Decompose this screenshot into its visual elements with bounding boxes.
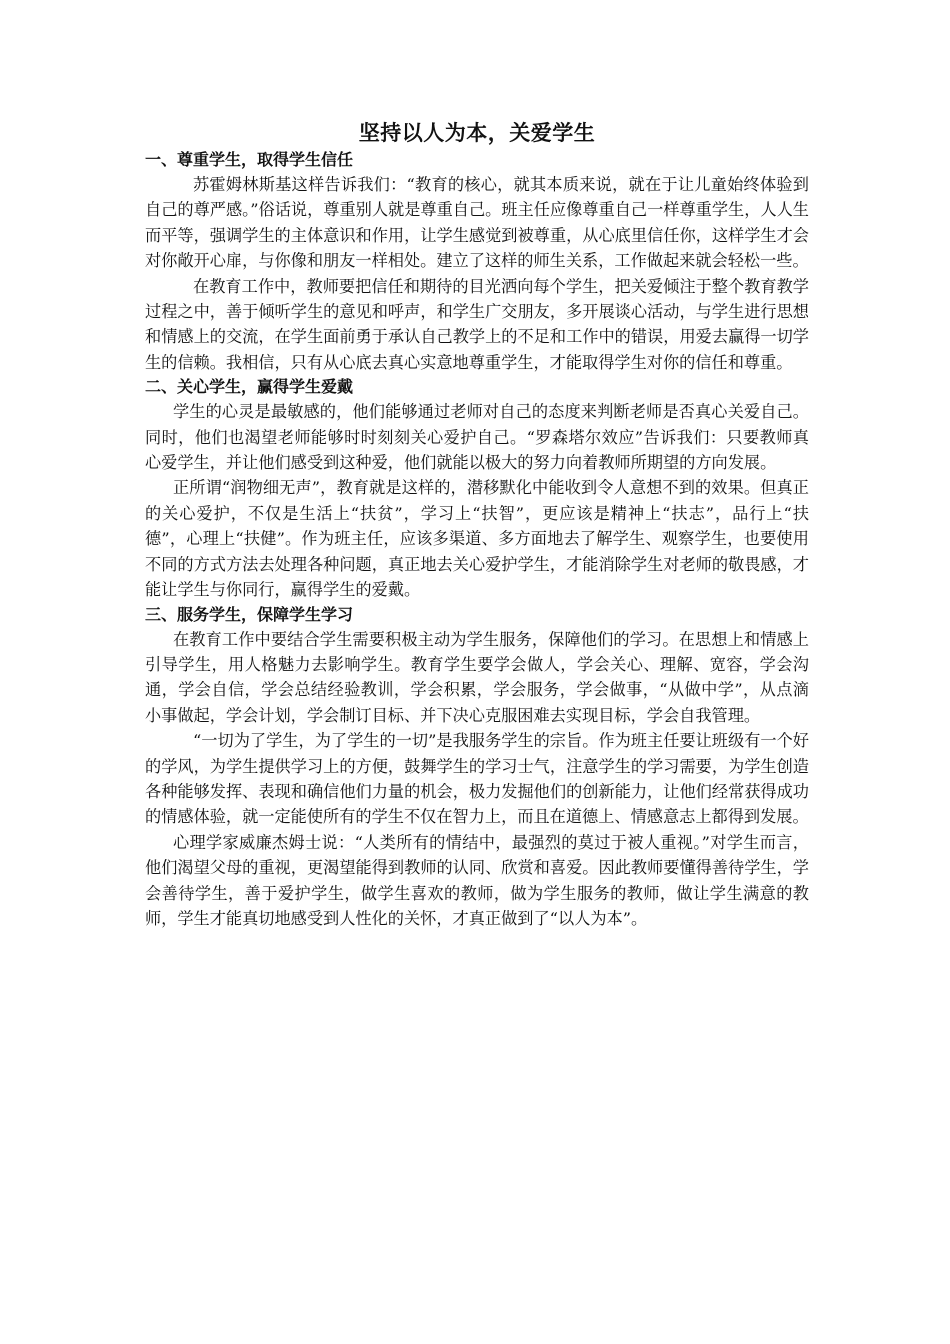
paragraph: 在教育工作中，教师要把信任和期待的目光洒向每个学生，把关爱倾注于整个教育教学过程之中，善于倾听学生的意见和呼声，和学生广交朋友，多开展谈心活动，与学生进行思想和情感上的交流，在学生面前勇于承认自己教学上的不足和工作中的错误，用爱去赢得一切学生的信赖。我相信，只有从心底去真心实意地尊重学生，才能取得学生对你的信任和尊重。 — [145, 276, 809, 372]
paragraph: 苏霍姆林斯基这样告诉我们：“教育的核心，就其本质来说，就在于让儿童始终体验到自己的尊严感。”俗话说，尊重别人就是尊重自己。班主任应像尊重自己一样尊重学生，人人生而平等，强调学生的主体意识和作用，让学生感觉到被尊重，从心底里信任你，这样学生才会对你敞开心扉，与你像和朋友一样相处。建立了这样的师生关系，工作做起来就会轻松一些。 — [145, 175, 809, 271]
paragraph: 学生的心灵是最敏感的，他们能够通过老师对自己的态度来判断老师是否真心关爱自己。同时，他们也渴望老师能够时时刻刻关心爱护自己。“罗森塔尔效应”告诉我们：只要教师真心爱学生，并让他们感受到这种爱，他们就能以极大的努力向着教师所期望的方向发展。 — [145, 402, 809, 473]
document-title: 坚持以人为本，关爱学生 — [358, 121, 596, 145]
paragraph: 在教育工作中要结合学生需要积极主动为学生服务，保障他们的学习。在思想上和情感上引导学生，用人格魅力去影响学生。教育学生要学会做人，学会关心、理解、宽容，学会沟通，学会自信，学会总结经验教训，学会积累，学会服务，学会做事，“从做中学”，从点滴小事做起，学会计划，学会制订目标、并下决心克服困难去实现目标，学会自我管理。 — [145, 629, 809, 725]
section-heading: 三、服务学生，保障学生学习 — [145, 604, 354, 624]
document-page — [145, 118, 809, 931]
section-3 — [145, 603, 809, 932]
section-heading: 一、尊重学生，取得学生信任 — [145, 150, 354, 169]
section-1 — [145, 148, 809, 375]
paragraph: “一切为了学生，为了学生的一切”是我服务学生的宗旨。作为班主任要让班级有一个好的学风，为学生提供学习上的方便，鼓舞学生的学习士气，注意学生的学习需要，为学生创造各种能够发挥、表现和确信他们力量的机会，极力发掘他们的创新能力，让他们经常获得成功的情感体验，就一定能使所有的学生不仅在智力上，而且在道德上、情感意志上都得到发展。 — [145, 731, 809, 827]
paragraph: 心理学家威廉杰姆士说：“人类所有的情结中，最强烈的莫过于被人重视。”对学生而言，他们渴望父母的重视，更渴望能得到教师的认同、欣赏和喜爱。因此教师要懂得善待学生，学会善待学生，善于爱护学生，做学生喜欢的教师，做为学生服务的教师，做让学生满意的教师，学生才能真切地感受到人性化的关怀，才真正做到了“以人为本”。 — [145, 832, 809, 928]
section-heading: 二、关心学生，赢得学生爱戴 — [145, 377, 354, 397]
paragraph: 正所谓“润物细无声”，教育就是这样的，潜移默化中能收到令人意想不到的效果。但真正的关心爱护，不仅是生活上“扶贫”，学习上“扶智”，更应该是精神上“扶志”，品行上“扶德”，心理上“扶健”。作为班主任，应该多渠道、多方面地去了解学生、观察学生，也要使用不同的方式方法去处理各种问题，真正地去关心爱护学生，才能消除学生对老师的敬畏感，才能让学生与你同行，赢得学生的爱戴。 — [145, 478, 809, 600]
section-2 — [145, 375, 809, 602]
